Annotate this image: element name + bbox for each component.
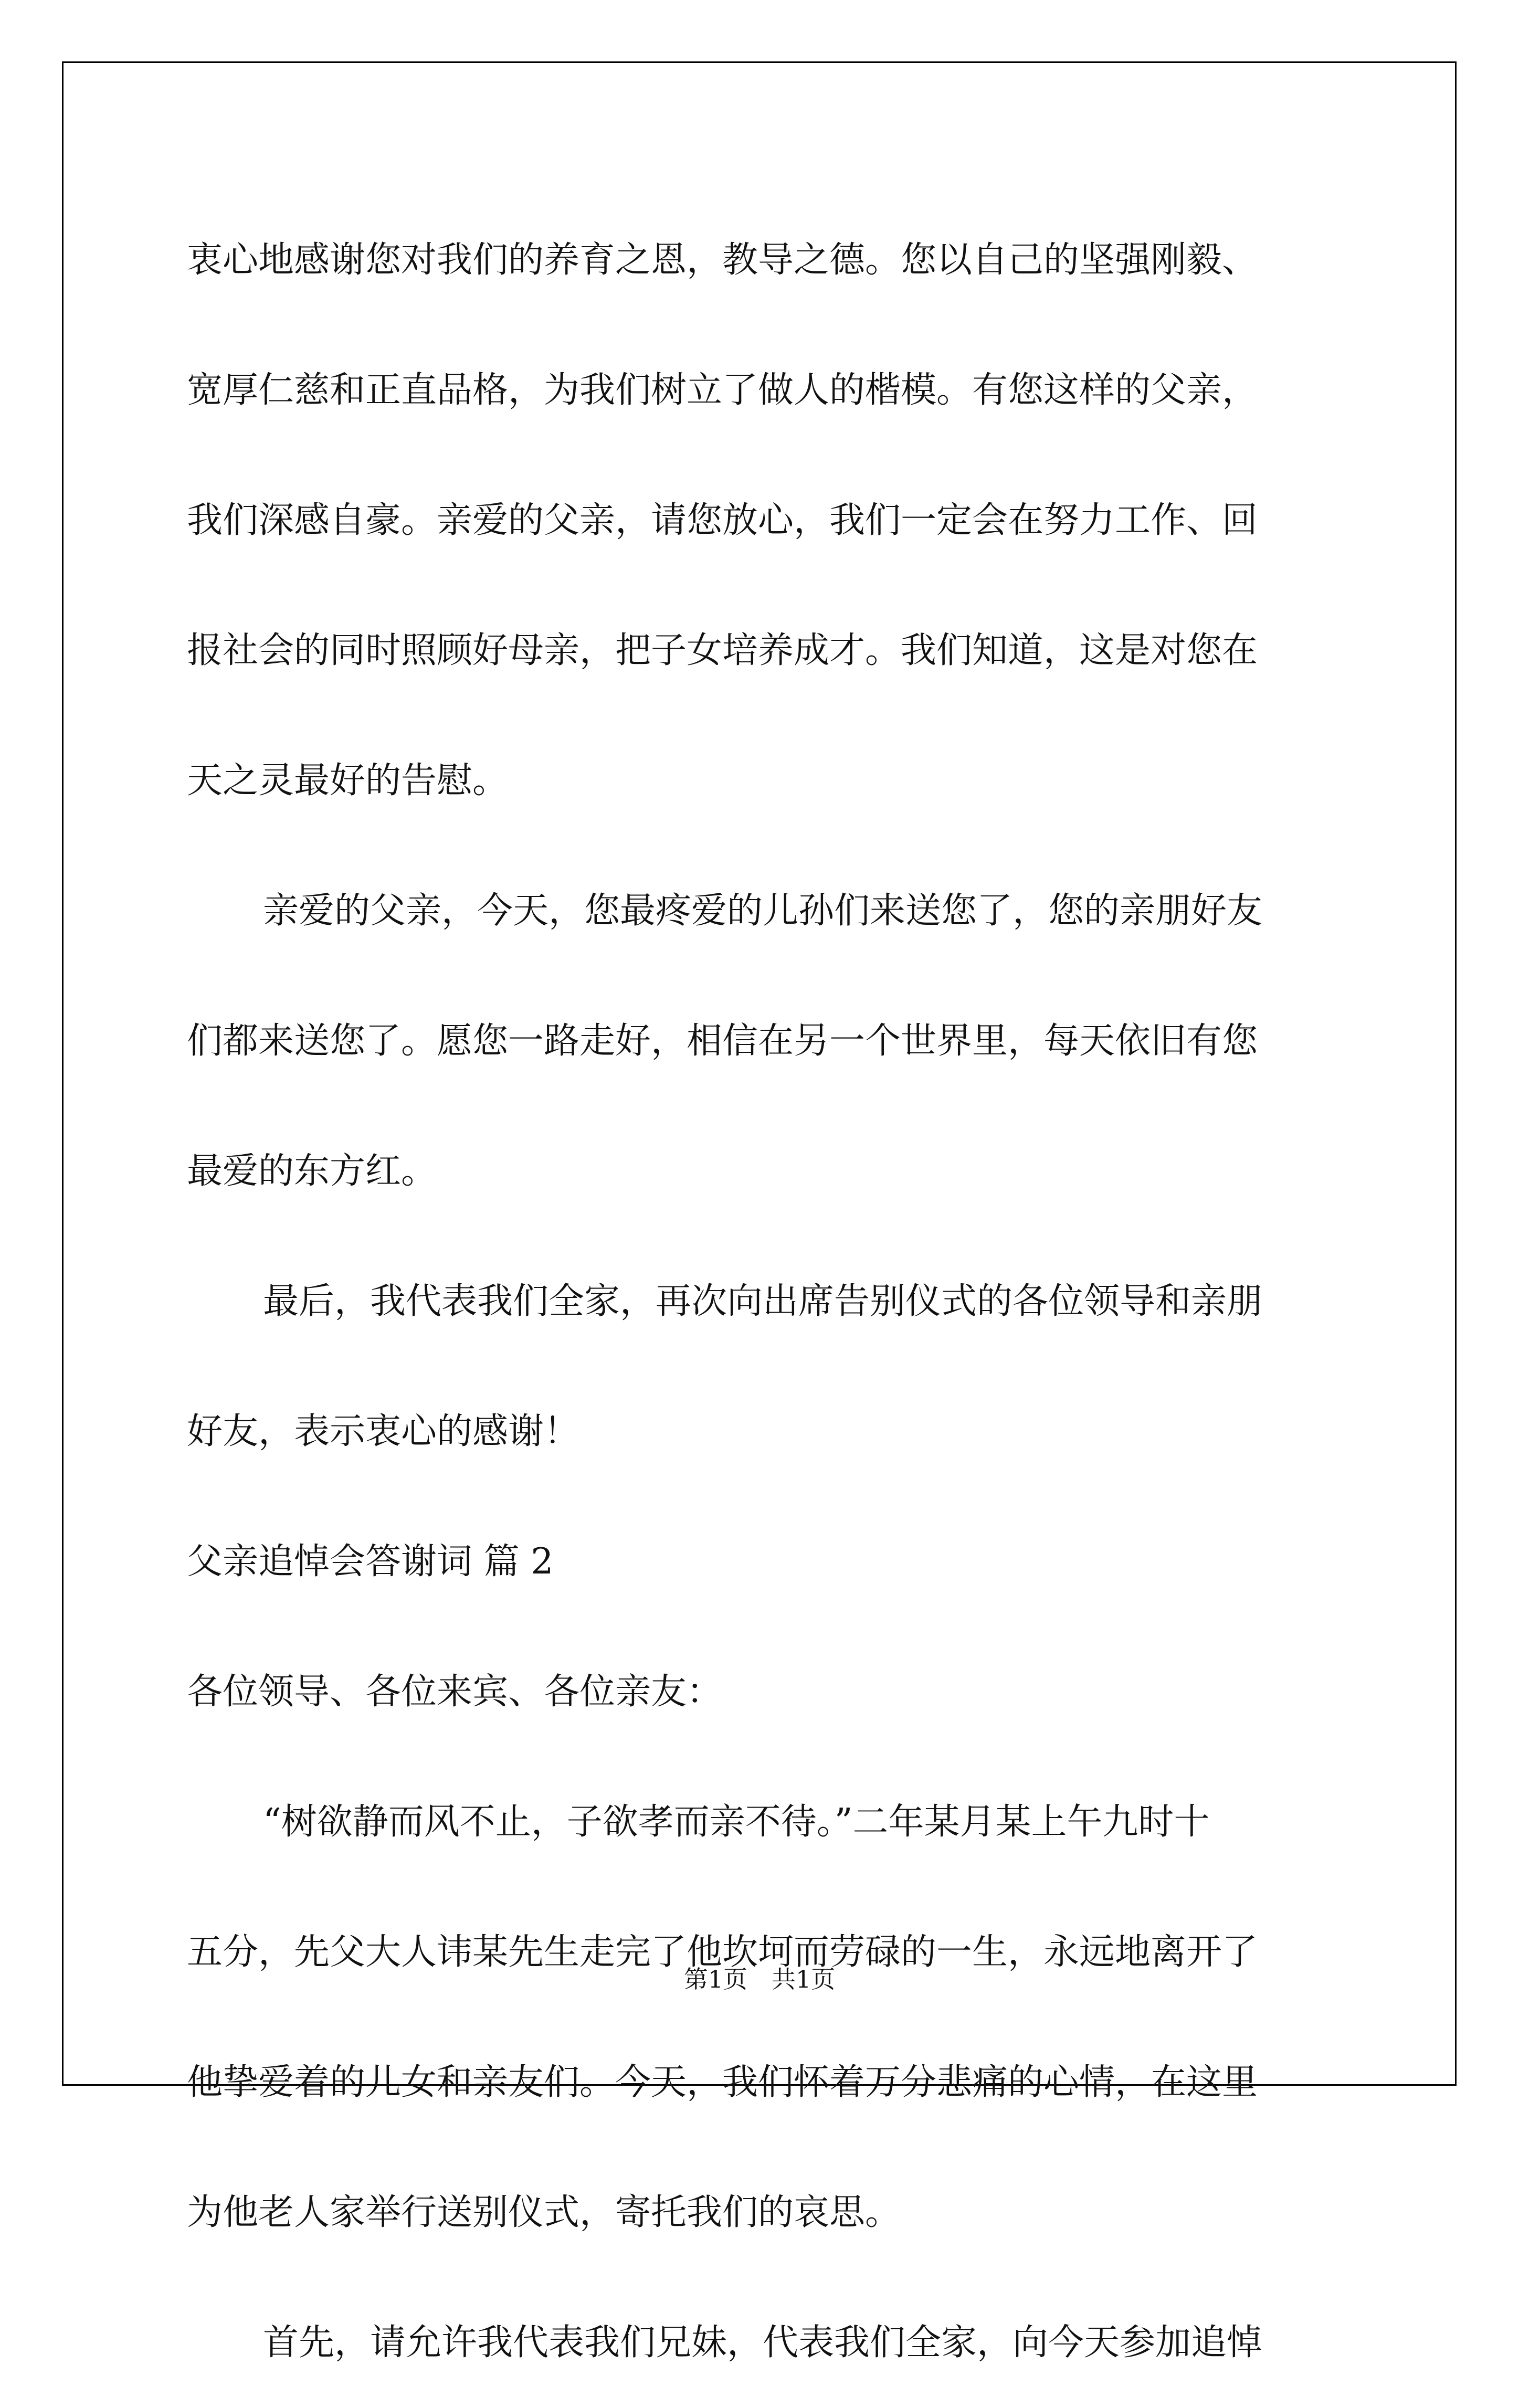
- page-footer: [0, 1960, 1519, 1995]
- section-heading: 父亲追悼会答谢词 篇 2: [187, 1541, 554, 1582]
- text-line-3: 我们深感自豪。亲爱的父亲，请您放心，我们一定会在努力工作、回: [187, 500, 1258, 541]
- text-line-5: 天之灵最好的告慰。: [187, 760, 509, 801]
- text-line-8: 最爱的东方红。: [187, 1150, 437, 1192]
- text-line-16: 为他老人家举行送别仪式，寄托我们的哀思。: [187, 2192, 901, 2233]
- text-line-4: 报社会的同时照顾好母亲，把子女培养成才。我们知道，这是对您在: [187, 630, 1258, 671]
- text-line-13: “树欲静而风不止，子欲孝而亲不待。”二年某月某上午九时十: [263, 1801, 1210, 1843]
- text-line-2: 宽厚仁慈和正直品格，为我们树立了做人的楷模。有您这样的父亲，: [187, 369, 1258, 411]
- document-body: [187, 195, 1342, 2408]
- text-line-9: 最后，我代表我们全家，再次向出席告别仪式的各位领导和亲朋: [263, 1281, 1263, 1322]
- text-line-14: 五分，先父大人讳某先生走完了他坎坷而劳碌的一生，永远地离开了: [187, 1931, 1258, 1973]
- text-line-7: 们都来送您了。愿您一路走好，相信在另一个世界里，每天依旧有您: [187, 1020, 1258, 1062]
- text-line-17: 首先，请允许我代表我们兄妹，代表我们全家，向今天参加追悼: [263, 2322, 1263, 2363]
- page-number-label: 第1页 共1页: [683, 1965, 836, 1993]
- text-line-1: 衷心地感谢您对我们的养育之恩，教导之德。您以自己的坚强刚毅、: [187, 239, 1258, 281]
- salutation: 各位领导、各位来宾、各位亲友：: [187, 1671, 723, 1713]
- text-line-15: 他挚爱着的儿女和亲友们。今天，我们怀着万分悲痛的心情，在这里: [187, 2062, 1258, 2103]
- text-line-6: 亲爱的父亲，今天，您最疼爱的儿孙们来送您了，您的亲朋好友: [263, 890, 1263, 932]
- text-line-10: 好友，表示衷心的感谢！: [187, 1411, 580, 1452]
